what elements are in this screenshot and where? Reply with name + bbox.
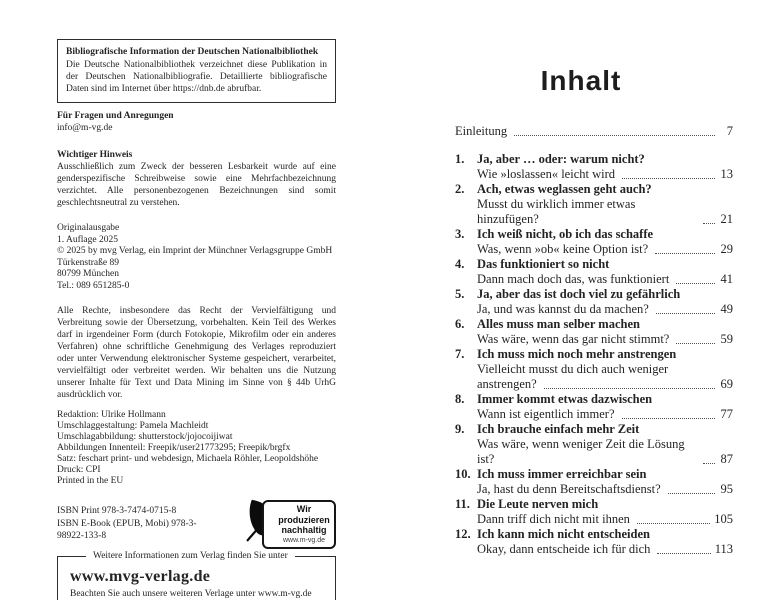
toc-entry-subtitle-row bbox=[455, 482, 733, 497]
dnb-info-box bbox=[57, 39, 336, 103]
toc-entry-number: 8. bbox=[455, 392, 465, 406]
toc-entry bbox=[455, 497, 733, 527]
toc-entry-subtitle-row bbox=[455, 332, 733, 347]
toc-entry-subtitle: Musst du wirklich immer etwas hinzufügen? bbox=[477, 197, 636, 226]
toc-entry bbox=[455, 182, 733, 227]
toc-entry-title: Ich brauche einfach mehr Zeit bbox=[477, 422, 640, 436]
toc-entry-subtitle: Wann ist eigentlich immer? bbox=[477, 407, 615, 421]
toc-entry-subtitle-row bbox=[455, 512, 733, 527]
credits-line: Satz: feschart print- und webdesign, Michaela Röhler, Leopoldshöhe bbox=[57, 454, 319, 464]
toc-entry-subtitle: Was wäre, wenn das gar nicht stimmt? bbox=[477, 332, 670, 346]
imprint-page bbox=[57, 0, 336, 600]
toc-entry-subtitle-row bbox=[455, 242, 733, 257]
toc-entry-number: 2. bbox=[455, 182, 465, 196]
toc-page-number: 77 bbox=[720, 407, 733, 421]
toc-entry-title-row bbox=[455, 287, 733, 302]
leader-dots bbox=[655, 253, 715, 254]
toc-entry-title-row bbox=[455, 527, 733, 542]
toc-entry bbox=[455, 527, 733, 557]
badge-line1: Wir produzieren bbox=[278, 504, 330, 525]
toc-page-number: 87 bbox=[720, 452, 733, 466]
toc-entry bbox=[455, 152, 733, 182]
isbn-line: ISBN E-Book (EPUB, Mobi) 978-3-98922-133-8 bbox=[57, 518, 197, 541]
toc-page-number: 7 bbox=[726, 124, 733, 138]
edition-line: 1. Auflage 2025 bbox=[57, 234, 118, 245]
toc-entry bbox=[455, 422, 733, 467]
toc-entry-title: Ich muss mich noch mehr anstrengen bbox=[477, 347, 677, 361]
credits-block bbox=[57, 410, 336, 487]
toc-entry-title-row bbox=[455, 317, 733, 332]
contents-page bbox=[455, 0, 733, 557]
toc-entry bbox=[455, 467, 733, 497]
leader-dots bbox=[657, 553, 710, 554]
toc-entry-subtitle-row bbox=[455, 272, 733, 287]
toc-entry-title-row bbox=[455, 182, 733, 197]
badge-line2: nachhaltig bbox=[281, 525, 327, 535]
toc-entry-number: 9. bbox=[455, 422, 465, 436]
leader-dots bbox=[676, 283, 715, 284]
dnb-box-title: Bibliografische Information der Deutschen Nationalbibliothek bbox=[66, 47, 319, 57]
toc-entry-subtitle: Dann mach doch das, was funktioniert bbox=[477, 272, 670, 286]
edition-line: Türkenstraße 89 bbox=[57, 257, 119, 268]
toc-entry-title-row bbox=[455, 467, 733, 482]
leader-dots bbox=[676, 343, 715, 344]
contact-block bbox=[57, 110, 336, 134]
toc-entry-number: 5. bbox=[455, 287, 465, 301]
toc-page-number: 21 bbox=[720, 212, 733, 226]
toc-entry-title: Ich muss immer erreichbar sein bbox=[477, 467, 647, 481]
toc-entry-number: 3. bbox=[455, 227, 465, 241]
publisher-box-label: Weitere Informationen zum Verlag finden Sie unter bbox=[86, 551, 295, 562]
credits-line: Printed in the EU bbox=[57, 476, 124, 486]
toc-page-number: 113 bbox=[714, 542, 733, 556]
credits-line: Abbildungen Innenteil: Freepik/user21773295; Freepik/brgfx bbox=[57, 443, 291, 453]
contact-title: Für Fragen und Anregungen bbox=[57, 111, 174, 121]
leader-dots bbox=[544, 388, 715, 389]
notice-block bbox=[57, 149, 336, 209]
toc-page-number: 105 bbox=[714, 512, 733, 526]
toc-entry-title: Die Leute nerven mich bbox=[477, 497, 599, 511]
toc-entry-number: 1. bbox=[455, 152, 465, 166]
leader-dots bbox=[514, 135, 715, 136]
toc-entry-number: 10. bbox=[455, 467, 471, 481]
toc-entry bbox=[455, 317, 733, 347]
leader-dots bbox=[656, 313, 715, 314]
toc-entry-number: 11. bbox=[455, 497, 470, 511]
toc-page-number: 29 bbox=[720, 242, 733, 256]
edition-block bbox=[57, 223, 336, 292]
badge-url: www.m-vg.de bbox=[283, 536, 326, 544]
toc-entry-title: Ja, aber das ist doch viel zu gefährlich bbox=[477, 287, 681, 301]
toc-entry bbox=[455, 287, 733, 317]
toc-entry bbox=[455, 392, 733, 422]
leader-dots bbox=[637, 523, 710, 524]
toc-entry-subtitle: Okay, dann entscheide ich für dich bbox=[477, 542, 651, 556]
toc-entry-title-row bbox=[455, 392, 733, 407]
toc-entry-number: 7. bbox=[455, 347, 465, 361]
edition-line: Tel.: 089 651285-0 bbox=[57, 280, 130, 291]
toc-entry-title: Alles muss man selber machen bbox=[477, 317, 640, 331]
toc-entry-title: Ja, aber … oder: warum nicht? bbox=[477, 152, 645, 166]
dnb-box-body: Die Deutsche Nationalbibliothek verzeichnet diese Publikation in der Deutschen Nationalbibliografie. Detaillierte bibliografische Daten sind im Internet über https://dnb.de abrufbar. bbox=[66, 60, 327, 94]
toc-entry-subtitle-row bbox=[455, 377, 733, 392]
toc-page-number: 49 bbox=[720, 302, 733, 316]
toc-entry bbox=[455, 257, 733, 287]
credits-line: Druck: CPI bbox=[57, 465, 101, 475]
sustainability-badge bbox=[245, 497, 336, 543]
toc-entry-title-row bbox=[455, 257, 733, 272]
toc-entry bbox=[455, 227, 733, 257]
notice-title: Wichtiger Hinweis bbox=[57, 150, 133, 160]
sustainability-badge-box bbox=[262, 500, 336, 549]
leader-dots bbox=[668, 493, 715, 494]
toc-page-number: 13 bbox=[720, 167, 733, 181]
toc-entry-subtitle-row bbox=[455, 437, 733, 467]
toc-entry-title: Ach, etwas weglassen geht auch? bbox=[477, 182, 652, 196]
toc-entry-subtitle: Was wäre, wenn weniger Zeit die Lösung ist? bbox=[477, 437, 685, 466]
rights-paragraph: Alle Rechte, insbesondere das Recht der Vervielfältigung und Verbreitung sowie der Übersetzung, vorbehalten. Kein Teil des Werkes darf in irgendeiner Form (durch Fotokopie, Mikrofilm oder ein anderes Verfahren) ohne schriftliche Genehmigung des Verlages reproduziert oder unter Verwendung elektronischer Systeme gespeichert, verarbeitet, vervielfältigt oder verbreitet werden. Wir behalten uns die Nutzung unserer Inhalte für Text und Data Mining im Sinne von § 44b UrhG ausdrücklich vor. bbox=[57, 306, 336, 400]
leader-dots bbox=[703, 223, 715, 224]
toc-entry-subtitle: anstrengen? bbox=[477, 377, 537, 391]
toc-page-number: 59 bbox=[720, 332, 733, 346]
toc-entries bbox=[455, 152, 733, 557]
toc-page-number: 69 bbox=[720, 377, 733, 391]
toc-intro-label: Einleitung bbox=[455, 124, 508, 138]
credits-line: Redaktion: Ulrike Hollmann bbox=[57, 410, 166, 420]
isbn-line: ISBN Print 978-3-7474-0715-8 bbox=[57, 506, 177, 516]
toc-entry-title: Ich weiß nicht, ob ich das schaffe bbox=[477, 227, 654, 241]
toc-entry-title-row bbox=[455, 227, 733, 242]
toc-page-number: 41 bbox=[720, 272, 733, 286]
publisher-note: Beachten Sie auch unsere weiteren Verlage unter www.m-vg.de bbox=[70, 589, 312, 599]
toc-entry-number: 6. bbox=[455, 317, 465, 331]
isbn-block bbox=[57, 505, 213, 543]
toc-entry-subtitle-row bbox=[455, 197, 733, 227]
credits-line: Umschlaggestaltung: Pamela Machleidt bbox=[57, 421, 209, 431]
leader-dots bbox=[703, 463, 715, 464]
toc-entry-subtitle-row bbox=[455, 167, 733, 182]
toc-entry-subtitle-row bbox=[455, 302, 733, 317]
contact-email: info@m-vg.de bbox=[57, 123, 113, 133]
credits-line: Umschlagabbildung: shutterstock/jojocoijiwat bbox=[57, 432, 233, 442]
toc-entry-subtitle: Wie »loslassen« leicht wird bbox=[477, 167, 616, 181]
table-of-contents bbox=[455, 124, 733, 557]
notice-body: Ausschließlich zum Zweck der besseren Lesbarkeit wurde auf eine genderspezifische Schreibweise sowie eine Mehrfachbezeichnung verzichtet. Alle personenbezogenen Bezeichnungen sind somit geschlechtsneutral zu verstehen. bbox=[57, 162, 336, 208]
toc-entry-subtitle: Vielleicht musst du dich auch weniger bbox=[477, 362, 669, 376]
toc-entry-number: 4. bbox=[455, 257, 465, 271]
toc-entry-subtitle: Was, wenn »ob« keine Option ist? bbox=[477, 242, 649, 256]
publisher-info-box bbox=[57, 551, 336, 600]
toc-entry-title-row bbox=[455, 497, 733, 512]
leader-dots bbox=[622, 178, 715, 179]
page-title: Inhalt bbox=[540, 65, 622, 96]
edition-line: 80799 München bbox=[57, 269, 120, 279]
toc-entry-title-row bbox=[455, 347, 733, 362]
isbn-section bbox=[57, 497, 336, 543]
toc-intro-row bbox=[455, 124, 733, 139]
toc-entry-title: Immer kommt etwas dazwischen bbox=[477, 392, 653, 406]
toc-entry-subtitle: Ja, hast du denn Bereitschaftsdienst? bbox=[477, 482, 661, 496]
toc-entry-subtitle: Dann triff dich nicht mit ihnen bbox=[477, 512, 630, 526]
toc-page-number: 95 bbox=[720, 482, 733, 496]
leader-dots bbox=[622, 418, 716, 419]
toc-entry-title: Ich kann mich nicht entscheiden bbox=[477, 527, 650, 541]
toc-entry-subtitle-row bbox=[455, 407, 733, 422]
edition-line: Originalausgabe bbox=[57, 223, 120, 233]
toc-entry-title-row bbox=[455, 152, 733, 167]
toc-entry bbox=[455, 347, 733, 392]
toc-entry-title-row bbox=[455, 422, 733, 437]
edition-line: © 2025 by mvg Verlag, ein Imprint der Münchner Verlagsgruppe GmbH bbox=[57, 246, 333, 256]
toc-entry-subtitle: Ja, und was kannst du da machen? bbox=[477, 302, 649, 316]
toc-entry-subtitle-row bbox=[455, 542, 733, 557]
toc-entry-title: Das funktioniert so nicht bbox=[477, 257, 610, 271]
publisher-url: www.mvg-verlag.de bbox=[70, 568, 211, 585]
toc-entry-number: 12. bbox=[455, 527, 471, 541]
